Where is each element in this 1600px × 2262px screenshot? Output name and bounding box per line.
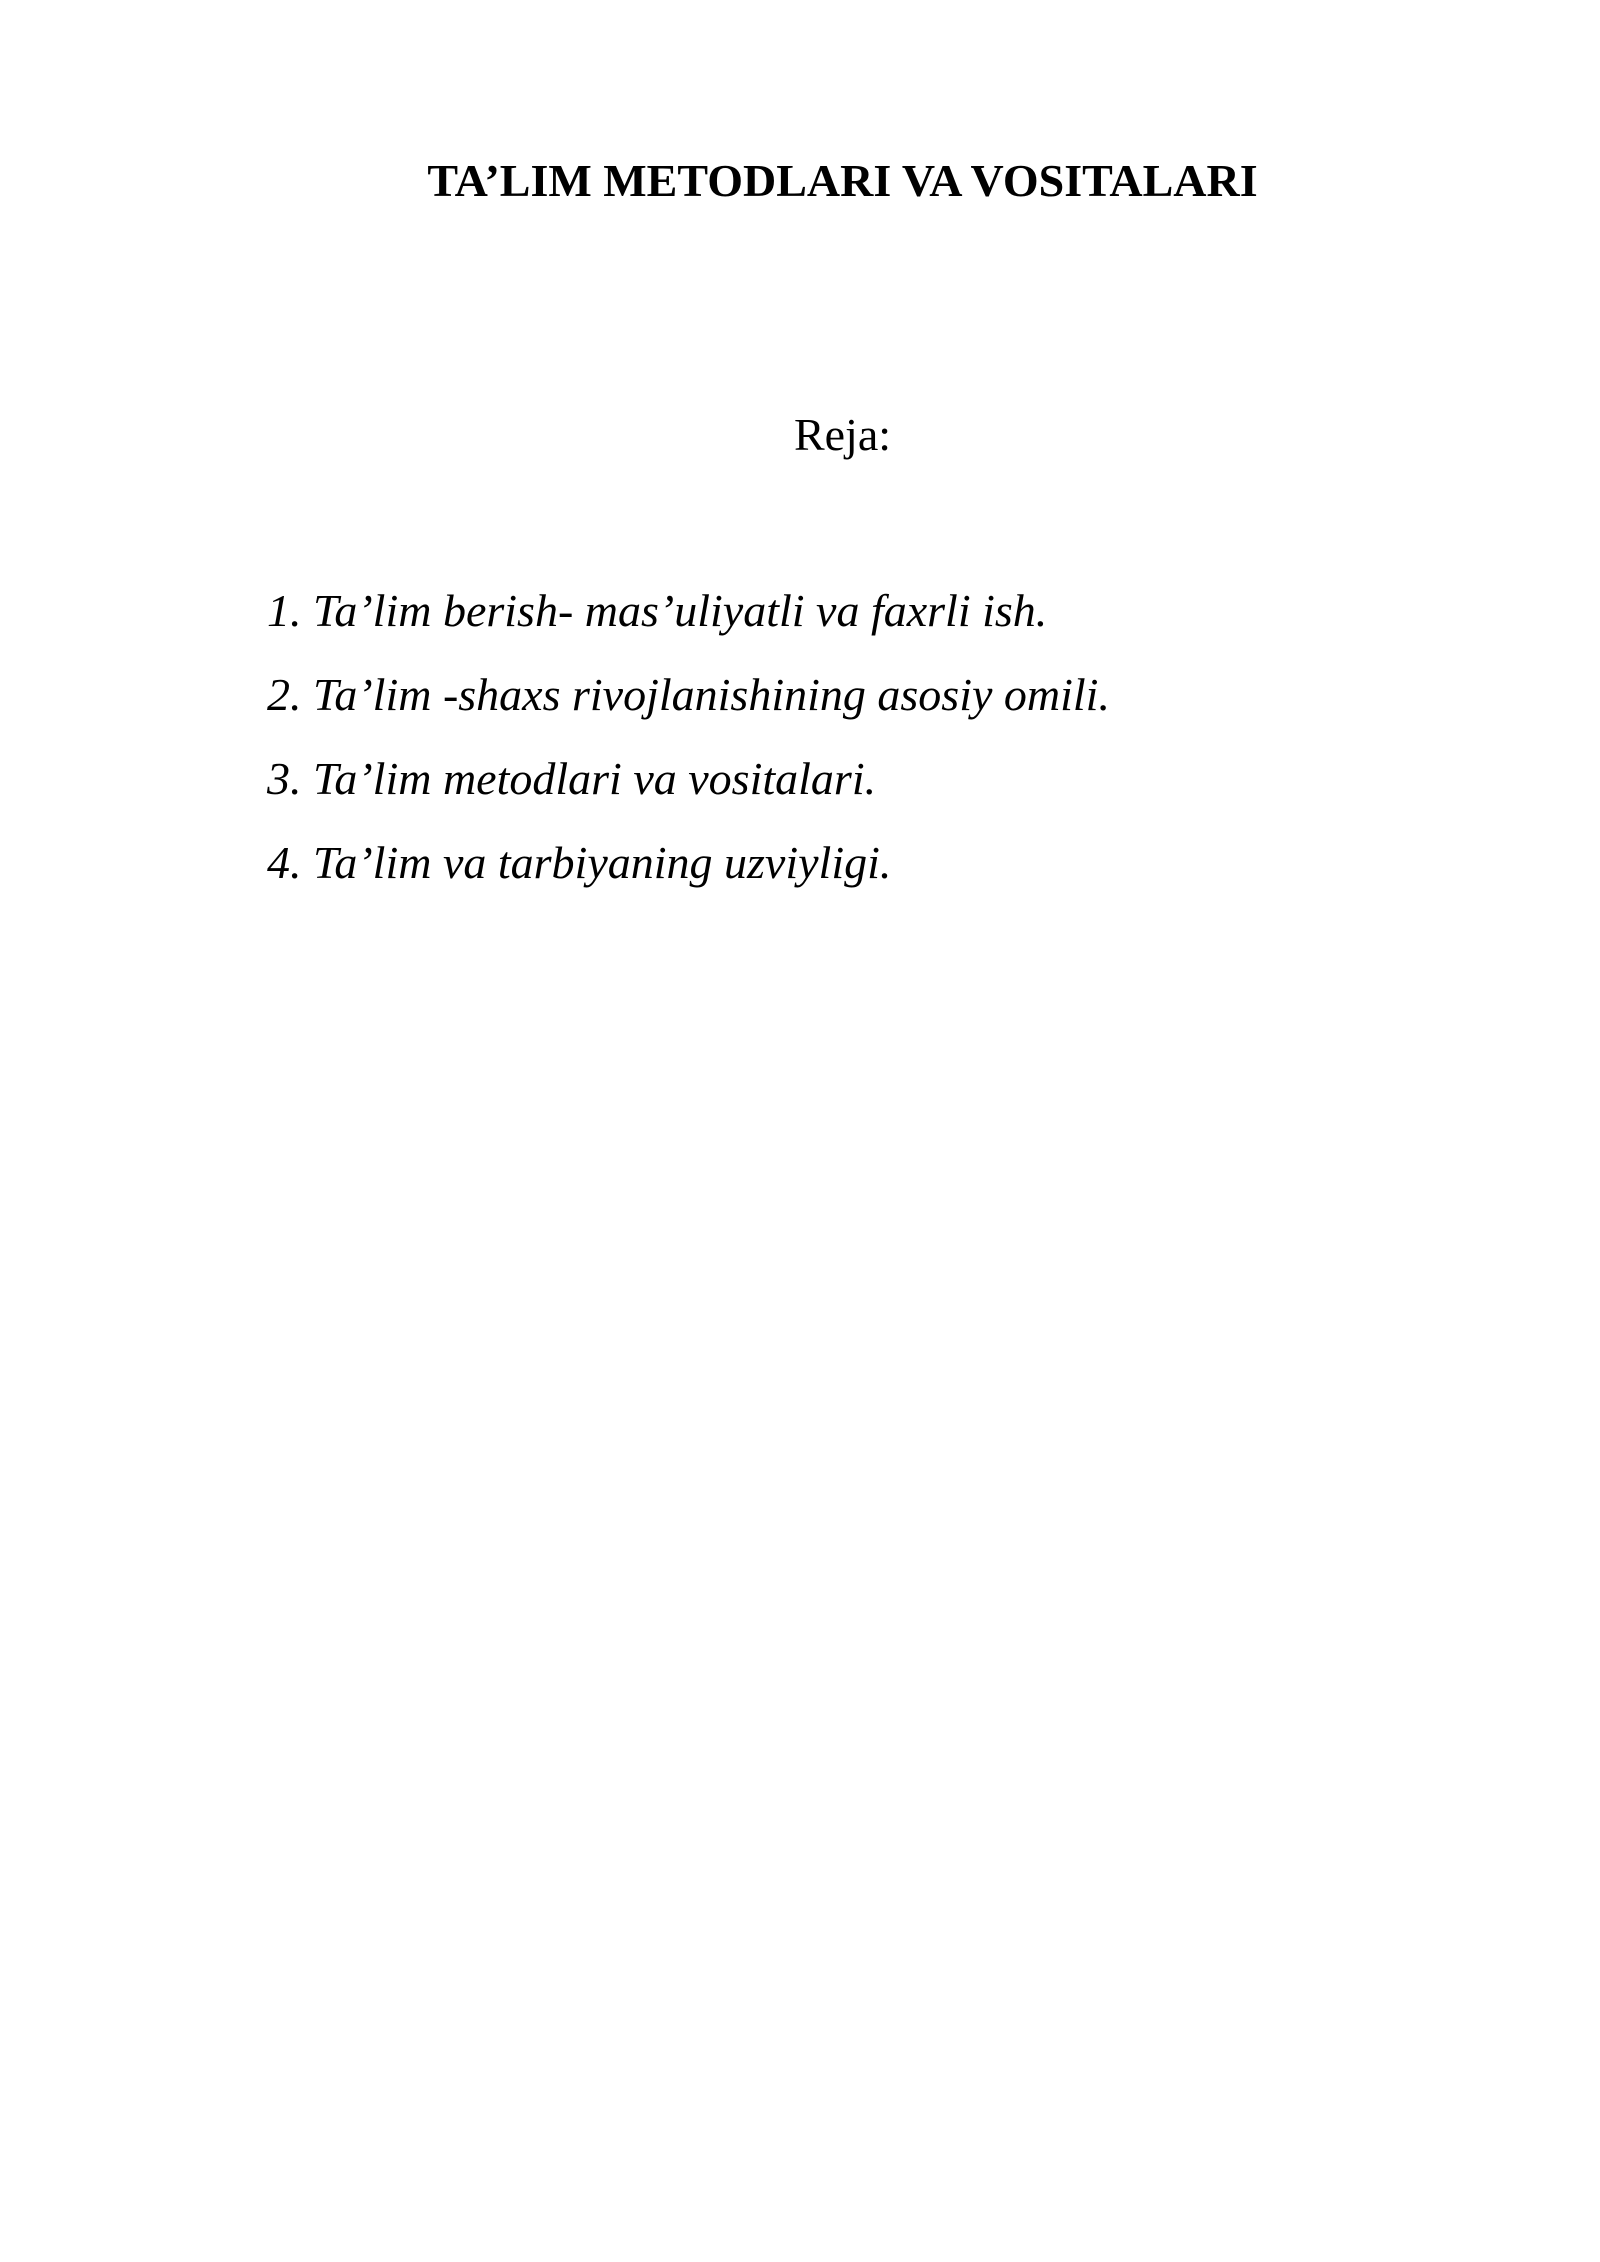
plan-item-1: 1. Ta’lim berish- mas’uliyatli va faxrli ish. (267, 585, 1048, 636)
plan-heading: Reja: (793, 409, 892, 460)
document-title: TA’LIM METODLARI VA VOSITALARI (427, 155, 1258, 206)
plan-item-4: 4. Ta’lim va tarbiyaning uzviyligi. (267, 837, 892, 888)
plan-list (267, 569, 1110, 905)
plan-item-2: 2. Ta’lim -shaxs rivojlanishining asosiy omili. (267, 669, 1110, 720)
plan-item-3: 3. Ta’lim metodlari va vositalari. (267, 753, 877, 804)
